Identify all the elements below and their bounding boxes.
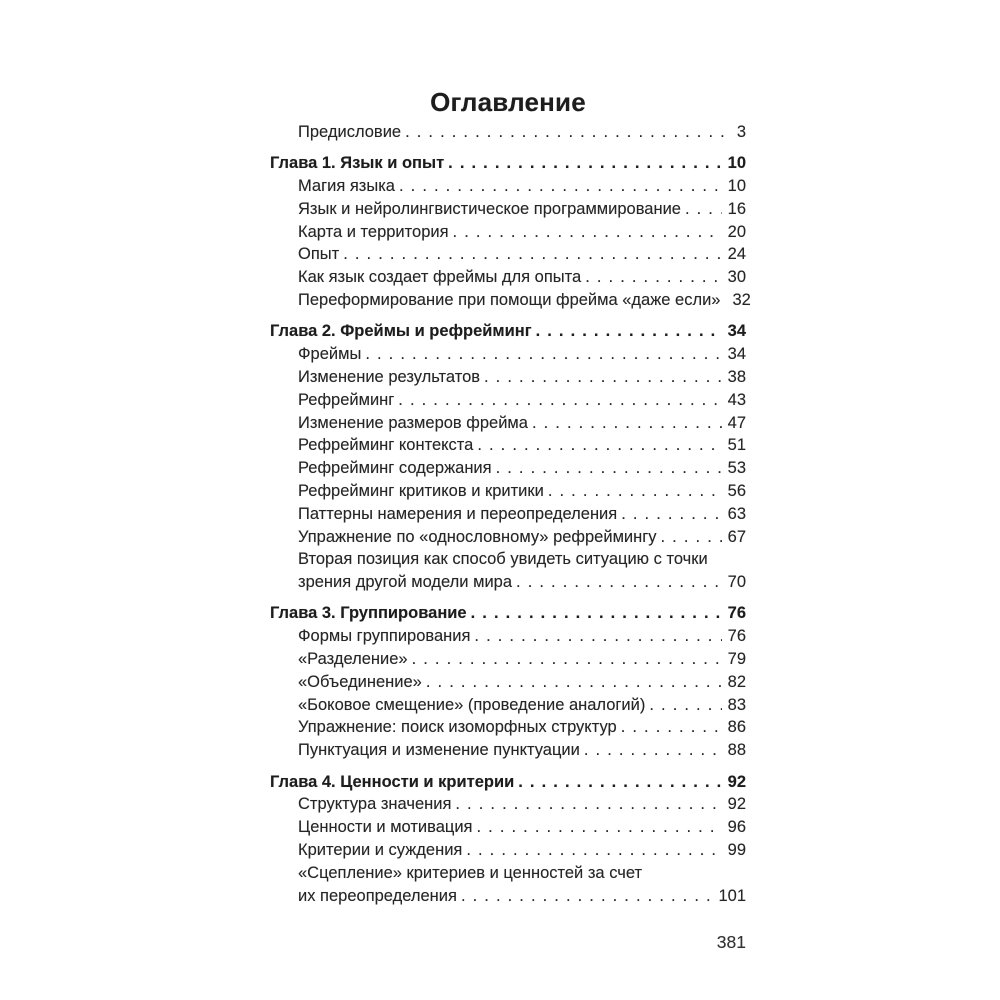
toc-entry-label: Карта и территория bbox=[298, 222, 449, 241]
toc-dot-leader bbox=[449, 221, 722, 244]
toc-dot-leader bbox=[645, 694, 721, 717]
footer-page-number: 381 bbox=[716, 932, 746, 952]
toc-dot-leader bbox=[514, 771, 721, 794]
toc-entry-label: зрения другой модели мира bbox=[298, 573, 513, 592]
toc-entry bbox=[270, 625, 746, 648]
toc-dot-leader bbox=[470, 625, 721, 648]
toc-entry-page-number: 3 bbox=[736, 123, 746, 141]
toc-dot-leader bbox=[528, 412, 722, 435]
toc-dot-leader bbox=[394, 389, 721, 412]
toc-entry bbox=[270, 457, 746, 480]
toc-entry-page-number: 10 bbox=[727, 177, 746, 196]
toc-entry-label: Ценности и мотивация bbox=[298, 818, 473, 837]
toc-entry-line1 bbox=[270, 548, 746, 571]
toc-dot-leader bbox=[408, 648, 722, 671]
toc-entry-label: Переформирование при помощи фрейма «даже если» bbox=[298, 291, 721, 310]
toc-entry bbox=[270, 266, 746, 289]
toc-chapter bbox=[270, 771, 746, 794]
toc-entry-line1 bbox=[270, 862, 746, 885]
toc-entry-page-number: 67 bbox=[727, 527, 746, 546]
toc-entry-page-number: 96 bbox=[727, 818, 746, 837]
toc-entry-label: Формы группирования bbox=[298, 627, 471, 646]
toc-entry-label: Вторая позиция как способ увидеть ситуацию с точки bbox=[298, 550, 708, 569]
toc-entry-page-number: 101 bbox=[718, 886, 746, 905]
toc-entry-label: Рефрейминг bbox=[298, 390, 395, 409]
toc-dot-leader bbox=[532, 320, 722, 343]
toc-dot-leader bbox=[580, 739, 722, 762]
toc-entry-label: Предисловие bbox=[298, 123, 402, 141]
toc-entry-label: Рефрейминг контекста bbox=[298, 436, 474, 455]
toc-entry-page-number: 86 bbox=[727, 718, 746, 737]
toc-entry-page-number: 51 bbox=[727, 436, 746, 455]
toc-entry-label: Магия языка bbox=[298, 177, 395, 196]
toc-entry-label: Паттерны намерения и переопределения bbox=[298, 504, 618, 523]
toc-entry bbox=[270, 648, 746, 671]
toc-entry-label: их переопределения bbox=[298, 886, 457, 905]
toc-entry bbox=[270, 716, 746, 739]
toc-entry-label: Глава 2. Фреймы и рефрейминг bbox=[270, 322, 532, 341]
toc-entry-label: «Объединение» bbox=[298, 672, 422, 691]
toc-entry bbox=[270, 121, 746, 144]
toc-entry-page-number: 79 bbox=[727, 650, 746, 669]
toc-dot-leader bbox=[544, 480, 722, 503]
toc-entry-page-number: 16 bbox=[727, 199, 746, 218]
toc-entry-label: Упражнение по «однословному» рефреймингу bbox=[298, 527, 657, 546]
page-title: Оглавление bbox=[430, 87, 586, 118]
toc-entry bbox=[270, 526, 746, 549]
toc-entry bbox=[270, 694, 746, 717]
toc-entry-page-number: 76 bbox=[727, 627, 746, 646]
toc-entry-label: Рефрейминг содержания bbox=[298, 459, 492, 478]
toc-entry bbox=[270, 366, 746, 389]
toc-dot-leader bbox=[444, 152, 721, 175]
toc-entry-page-number: 30 bbox=[727, 268, 746, 287]
toc-dot-leader bbox=[617, 503, 721, 526]
toc-dot-leader bbox=[681, 198, 722, 221]
toc-entry-label: Структура значения bbox=[298, 795, 452, 814]
toc-entry bbox=[270, 793, 746, 816]
toc-entry-line2 bbox=[270, 571, 746, 594]
toc-entry bbox=[270, 221, 746, 244]
toc-entry bbox=[270, 739, 746, 762]
toc-dot-leader bbox=[472, 816, 721, 839]
toc-dot-leader bbox=[512, 571, 722, 594]
toc-list bbox=[270, 121, 751, 907]
toc-entry-line2 bbox=[270, 885, 746, 908]
toc-entry-label: Упражнение: поиск изоморфных структур bbox=[298, 718, 617, 737]
toc-entry-page-number: 70 bbox=[727, 573, 746, 592]
toc-entry-page-number: 20 bbox=[727, 222, 746, 241]
toc-entry-page-number: 24 bbox=[727, 245, 746, 264]
toc-entry-label: Рефрейминг критиков и критики bbox=[298, 481, 544, 500]
toc-entry-page-number: 99 bbox=[727, 840, 746, 859]
toc-dot-leader bbox=[657, 526, 722, 549]
toc-entry bbox=[270, 389, 746, 412]
toc-entry-page-number: 56 bbox=[727, 481, 746, 500]
toc-entry-page-number: 47 bbox=[727, 413, 746, 432]
toc-chapter bbox=[270, 320, 746, 343]
toc-dot-leader bbox=[457, 885, 713, 908]
toc-entry bbox=[270, 243, 746, 266]
toc-entry-label: Изменение размеров фрейма bbox=[298, 413, 528, 432]
toc-entry-label: Изменение результатов bbox=[298, 367, 481, 386]
toc-entry bbox=[270, 343, 746, 366]
toc-entry-label: Пунктуация и изменение пунктуации bbox=[298, 741, 580, 760]
toc-entry bbox=[270, 839, 746, 862]
toc-entry bbox=[270, 480, 746, 503]
toc-entry bbox=[270, 503, 746, 526]
toc-dot-leader bbox=[339, 243, 721, 266]
toc-entry-label: «Боковое смещение» (проведение аналогий) bbox=[298, 695, 646, 714]
toc-dot-leader bbox=[581, 266, 721, 289]
toc-entry-label: Как язык создает фреймы для опыта bbox=[298, 268, 582, 287]
toc-entry-page-number: 10 bbox=[727, 154, 746, 173]
toc-entry-page-number: 53 bbox=[727, 459, 746, 478]
toc-entry-label: «Сцепление» критериев и ценностей за счет bbox=[298, 863, 643, 882]
toc-entry-page-number: 32 bbox=[732, 291, 751, 310]
toc-dot-leader bbox=[451, 793, 721, 816]
toc-entry bbox=[270, 671, 746, 694]
toc-entry-label: Опыт bbox=[298, 245, 340, 264]
toc-dot-leader bbox=[395, 175, 722, 198]
toc-entry-page-number: 38 bbox=[727, 367, 746, 386]
toc-entry-label: Глава 4. Ценности и критерии bbox=[270, 772, 515, 791]
toc-entry-page-number: 82 bbox=[727, 672, 746, 691]
toc-entry-page-number: 34 bbox=[727, 345, 746, 364]
toc-entry bbox=[270, 434, 746, 457]
toc-entry-page-number: 83 bbox=[727, 695, 746, 714]
toc-entry-page-number: 92 bbox=[727, 772, 746, 791]
toc-chapter bbox=[270, 152, 746, 175]
toc-entry-page-number: 92 bbox=[727, 795, 746, 814]
toc-dot-leader bbox=[617, 716, 722, 739]
toc-entry-label: Критерии и суждения bbox=[298, 840, 463, 859]
toc-dot-leader bbox=[467, 602, 722, 625]
toc-dot-leader bbox=[361, 343, 721, 366]
toc-dot-leader bbox=[720, 289, 726, 312]
toc-dot-leader bbox=[480, 366, 722, 389]
toc-entry-page-number: 88 bbox=[727, 741, 746, 760]
toc-dot-leader bbox=[401, 121, 731, 144]
toc-entry bbox=[270, 816, 746, 839]
toc-entry bbox=[270, 175, 746, 198]
toc-entry-page-number: 63 bbox=[727, 504, 746, 523]
toc-dot-leader bbox=[492, 457, 722, 480]
toc-dot-leader bbox=[422, 671, 722, 694]
toc-entry-label: Фреймы bbox=[298, 345, 362, 364]
toc-dot-leader bbox=[462, 839, 721, 862]
toc-chapter bbox=[270, 602, 746, 625]
toc-entry bbox=[270, 289, 751, 312]
toc-entry-page-number: 43 bbox=[727, 390, 746, 409]
toc-entry bbox=[270, 198, 746, 221]
toc-entry bbox=[270, 412, 746, 435]
toc-entry-label: Язык и нейролингвистическое программирование bbox=[298, 199, 681, 218]
toc-entry-page-number: 76 bbox=[727, 604, 746, 623]
toc-entry-label: Глава 3. Группирование bbox=[270, 604, 467, 623]
toc-entry-label: Глава 1. Язык и опыт bbox=[270, 154, 445, 173]
toc-entry-page-number: 34 bbox=[727, 322, 746, 341]
toc-entry-label: «Разделение» bbox=[298, 650, 408, 669]
toc-dot-leader bbox=[473, 434, 721, 457]
